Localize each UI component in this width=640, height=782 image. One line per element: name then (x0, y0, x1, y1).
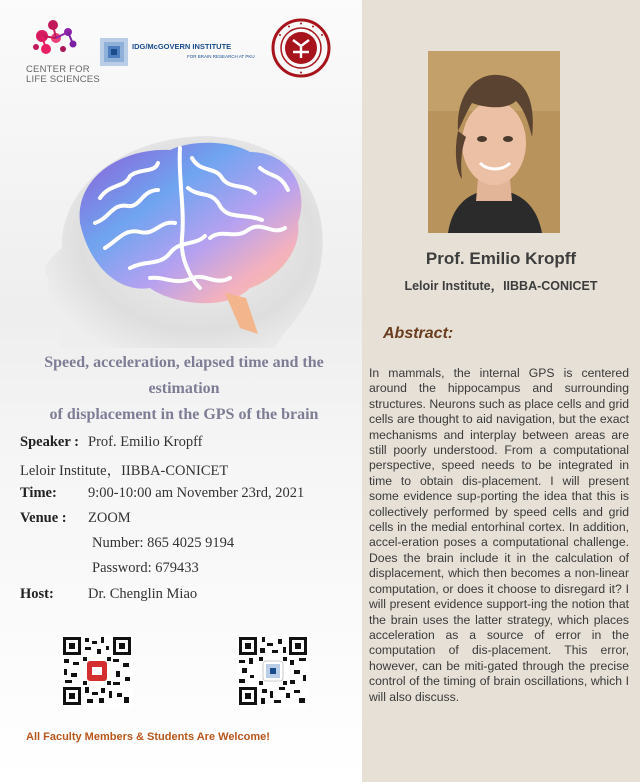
peking-university-seal (271, 18, 331, 78)
speaker-row (20, 434, 203, 451)
talk-title-line2: of displacement in the GPS of the brain (49, 406, 319, 423)
talk-title (14, 350, 354, 428)
mcgovern-title: IDG/McGOVERN INSTITUTE (132, 42, 232, 51)
mcgovern-logo-icon (100, 38, 128, 66)
brain-illustration (0, 128, 362, 348)
talk-title-line1: Speed, acceleration, elapsed time and the estimation (44, 354, 324, 397)
cls-logo-icon (26, 18, 86, 64)
cls-line2: LIFE SCIENCES (26, 74, 100, 85)
speaker-institution: Leloir Institute，IIBBA-CONICET (404, 279, 598, 293)
qr-code-right-icon (237, 635, 309, 707)
host-label: Host: (20, 586, 54, 602)
host-row (20, 586, 198, 603)
speaker-photo (428, 51, 560, 233)
time-value: 9:00-10:00 am November 23rd, 2021 (88, 485, 305, 501)
host-value: Dr. Chenglin Miao (88, 586, 198, 602)
qr-code-left[interactable] (61, 635, 133, 707)
speaker-label: Speaker : (20, 434, 79, 450)
venue-label: Venue : (20, 510, 67, 526)
abstract-body: In mammals, the internal GPS is centered around the hippocampus and surrounding structures. Neurons such as place cells and grid cells are thought to aid navigation, but the exact mechanisms and interplay between areas are still poorly understood. From a computational perspective, speed needs to be integrated in time to obtain dis-placement. I will present some evidence sup-porting the idea that this is collectively performed by speed cells and grid cells in the medial entorhinal cortex. In addition, accel-eration poses a computational challenge. Does the brain include it in the calculation of displacement, which then becomes a non-linear computation, or does it choose to disregard it? I will present evidence support-ing the notion that the brain uses the latter strategy, which places acceleration as a source of error in the computation of dis-placement. This error, however, can be miti-gated through the precise control of the timing of brain oscillations, which I will also discuss. (369, 366, 629, 704)
speaker-value: Prof. Emilio Kropff (88, 434, 203, 450)
venue-value: ZOOM (88, 510, 131, 526)
mcgovern-subtitle: FOR BRAIN RESEARCH AT PKU (187, 54, 255, 59)
affiliation-value: Leloir Institute，IIBBA-CONICET (20, 463, 229, 479)
meeting-number: Number: 865 4025 9194 (92, 535, 235, 551)
mcgovern-logo (100, 38, 255, 71)
qr-code-right[interactable] (237, 635, 309, 707)
meeting-password: Password: 679433 (92, 560, 199, 576)
qr-code-left-icon (61, 635, 133, 707)
cls-logo (26, 18, 106, 85)
venue-row (20, 510, 131, 527)
time-label: Time: (20, 485, 57, 501)
cls-line1: CENTER FOR (26, 64, 90, 75)
affiliation-row (20, 459, 228, 480)
abstract-heading: Abstract: (383, 325, 454, 342)
time-row (20, 485, 305, 502)
welcome-message: All Faculty Members & Students Are Welcome! (26, 731, 270, 743)
cls-logo-text (26, 65, 106, 85)
speaker-name: Prof. Emilio Kropff (425, 249, 577, 268)
